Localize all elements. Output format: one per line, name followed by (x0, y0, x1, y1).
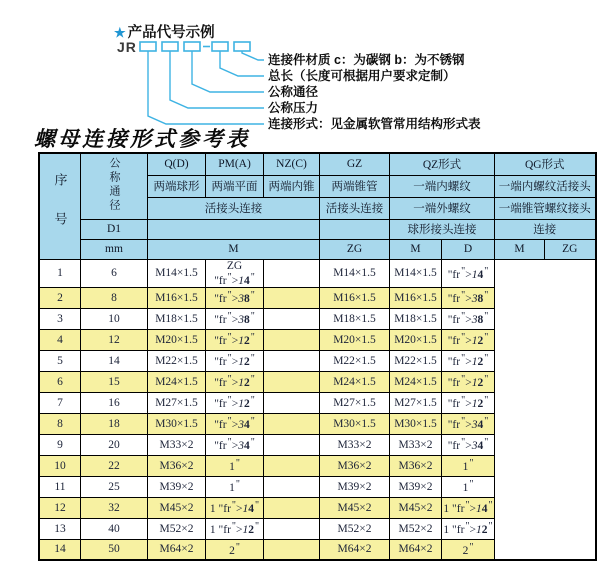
cell-qz-d: M33×2 (320, 434, 390, 455)
cell-zg: "fr">38" (206, 287, 264, 308)
cell-qz-d: M14×1.5 (320, 259, 390, 287)
cell-zg: 1" (206, 455, 264, 476)
page-title: 螺母连接形式参考表 (34, 127, 250, 151)
cell-zg: "fr">38" (206, 308, 264, 329)
cell-qz-d: M22×1.5 (320, 350, 390, 371)
cell-qz-m (264, 287, 320, 308)
header-qg: QG形式 (495, 153, 596, 175)
cell-qz-d: M45×2 (320, 497, 390, 518)
cell-no: 11 (39, 476, 81, 497)
table-row (39, 392, 596, 413)
table-row (39, 329, 596, 350)
cell-m: M16×1.5 (148, 287, 206, 308)
leader-line (242, 51, 264, 60)
cell-qz-m (264, 392, 320, 413)
cell-qz-m (264, 497, 320, 518)
header-qg-desc1: 一端内螺纹活接头 (495, 175, 596, 197)
code-label-nominal-diameter: 公称通径 (268, 85, 319, 99)
cell-qg-zg: 2" (442, 539, 495, 560)
header-blank (148, 219, 320, 239)
leader-line (148, 51, 264, 124)
cell-dn: 32 (81, 497, 148, 518)
cell-dn: 8 (81, 287, 148, 308)
header-gz-conn: 活接头连接 (320, 197, 390, 219)
cell-qg-zg: 1 "fr">14" (442, 497, 495, 518)
cell-dn: 50 (81, 539, 148, 560)
cell-qg-m: M30×1.5 (390, 413, 442, 434)
cell-qz-d: M52×2 (320, 518, 390, 539)
table-row (39, 497, 596, 518)
table-row (39, 476, 596, 497)
code-label-connection-type: 连接形式：见金属软管常用结构形式表 (268, 117, 481, 131)
header-d: D (442, 239, 495, 259)
cell-dn: 25 (81, 476, 148, 497)
table-row (39, 434, 596, 455)
cell-qg-zg: "fr">12" (442, 392, 495, 413)
cell-dn: 16 (81, 392, 148, 413)
header-pm-desc: 两端平面 (206, 175, 264, 197)
cell-no: 14 (39, 539, 81, 560)
header-zg1: ZG (320, 239, 390, 259)
diagram-heading-text: 产品代号示例 (127, 25, 215, 41)
header-qz: QZ形式 (390, 153, 495, 175)
cell-qz-d: M20×1.5 (320, 329, 390, 350)
cell-m: M24×1.5 (148, 371, 206, 392)
cell-qg-m: M16×1.5 (390, 287, 442, 308)
header-m3: M (495, 239, 545, 259)
code-box (140, 42, 156, 51)
cell-dn: 20 (81, 434, 148, 455)
header-m1: M (148, 239, 320, 259)
header-zg2: ZG (545, 239, 596, 259)
header-m2: M (390, 239, 442, 259)
cell-qg-m: M20×1.5 (390, 329, 442, 350)
cell-no: 7 (39, 392, 81, 413)
cell-m: M45×2 (148, 497, 206, 518)
cell-qg-zg: "fr">38" (442, 308, 495, 329)
cell-qz-m (264, 259, 320, 287)
cell-no: 13 (39, 518, 81, 539)
cell-qz-d: M16×1.5 (320, 287, 390, 308)
cell-zg: 1 "fr">14" (206, 497, 264, 518)
header-q: Q(D) (148, 153, 206, 175)
table-body (39, 259, 596, 560)
cell-no: 6 (39, 371, 81, 392)
table-row (39, 518, 596, 539)
cell-qg-m: M14×1.5 (390, 259, 442, 287)
cell-zg: "fr">34" (206, 413, 264, 434)
cell-m: M33×2 (148, 434, 206, 455)
cell-m: M52×2 (148, 518, 206, 539)
cell-dn: 10 (81, 308, 148, 329)
header-qz-desc1: 一端内螺纹 (390, 175, 495, 197)
cell-qg-m: M22×1.5 (390, 350, 442, 371)
table-row (39, 259, 596, 287)
leader-line (220, 51, 264, 76)
cell-qz-d: M36×2 (320, 455, 390, 476)
header-qg-desc2: 一端锥管螺纹接头 (495, 197, 596, 219)
cell-qg-zg: "fr">38" (442, 287, 495, 308)
cell-qg-m: M45×2 (390, 497, 442, 518)
cell-qg-zg: "fr">34" (442, 413, 495, 434)
cell-m: M30×1.5 (148, 413, 206, 434)
cell-zg: 1" (206, 476, 264, 497)
header-dn: 公称通径 (81, 153, 148, 219)
cell-zg: ZG "fr">14" (206, 259, 264, 287)
cell-no: 5 (39, 350, 81, 371)
code-label-material: 连接件材质 c：为碳钢 b：为不锈钢 (268, 53, 465, 67)
cell-m: M27×1.5 (148, 392, 206, 413)
cell-zg: "fr">34" (206, 434, 264, 455)
code-box (234, 42, 250, 51)
header-union-conn: 活接头连接 (148, 197, 320, 219)
cell-qg-m: M64×2 (390, 539, 442, 560)
cell-qz-m (264, 308, 320, 329)
cell-zg: "fr">12" (206, 350, 264, 371)
cell-qz-d: M18×1.5 (320, 308, 390, 329)
cell-m: M18×1.5 (148, 308, 206, 329)
header-qz-conn: 球形接头连接 (390, 219, 495, 239)
cell-qz-m (264, 329, 320, 350)
table-row (39, 287, 596, 308)
header-nz: NZ(C) (264, 153, 320, 175)
header-mm: mm (81, 239, 148, 259)
cell-qg-zg: "fr">34" (442, 434, 495, 455)
code-box (184, 42, 200, 51)
cell-qz-d: M24×1.5 (320, 371, 390, 392)
cell-qz-d: M30×1.5 (320, 413, 390, 434)
cell-qz-m (264, 539, 320, 560)
cell-zg: "fr">12" (206, 392, 264, 413)
star-icon: ★ (114, 25, 126, 40)
table-row (39, 371, 596, 392)
cell-zg: "fr">12" (206, 371, 264, 392)
cell-qg-zg: "fr">12" (442, 329, 495, 350)
code-prefix: JR (117, 39, 137, 55)
table-row (39, 539, 596, 560)
cell-m: M22×1.5 (148, 350, 206, 371)
cell-qg-zg: 1 "fr">12" (442, 518, 495, 539)
cell-dn: 14 (81, 350, 148, 371)
cell-qg-zg: "fr">12" (442, 371, 495, 392)
code-box (162, 42, 178, 51)
header-qg-conn: 连接 (495, 219, 596, 239)
cell-qz-m (264, 413, 320, 434)
cell-qz-d: M64×2 (320, 539, 390, 560)
cell-qg-m: M39×2 (390, 476, 442, 497)
cell-qg-m: M33×2 (390, 434, 442, 455)
header-seq: 序号 (39, 153, 81, 259)
header-blank (320, 219, 390, 239)
cell-qz-m (264, 476, 320, 497)
cell-qg-m: M18×1.5 (390, 308, 442, 329)
cell-no: 4 (39, 329, 81, 350)
header-gz: GZ (320, 153, 390, 175)
cell-qz-d: M39×2 (320, 476, 390, 497)
code-label-nominal-pressure: 公称压力 (268, 101, 319, 115)
cell-dn: 12 (81, 329, 148, 350)
table-row (39, 455, 596, 476)
header-pm: PM(A) (206, 153, 264, 175)
cell-qg-m: M36×2 (390, 455, 442, 476)
header-gz-desc: 两端锥管 (320, 175, 390, 197)
cell-m: M64×2 (148, 539, 206, 560)
cell-dn: 40 (81, 518, 148, 539)
cell-qg-m: M27×1.5 (390, 392, 442, 413)
cell-dn: 15 (81, 371, 148, 392)
cell-m: M14×1.5 (148, 259, 206, 287)
code-box (212, 42, 228, 51)
cell-zg: "fr">12" (206, 329, 264, 350)
header-q-desc: 两端球形 (148, 175, 206, 197)
cell-no: 12 (39, 497, 81, 518)
cell-qz-m (264, 518, 320, 539)
cell-qz-m (264, 434, 320, 455)
header-qz-desc2: 一端外螺纹 (390, 197, 495, 219)
cell-qz-d: M27×1.5 (320, 392, 390, 413)
leader-line (170, 51, 264, 108)
table-row (39, 308, 596, 329)
cell-no: 2 (39, 287, 81, 308)
header-d1: D1 (81, 219, 148, 239)
table-row (39, 413, 596, 434)
cell-qz-m (264, 455, 320, 476)
cell-qg-zg: 1" (442, 455, 495, 476)
cell-zg: 1 "fr">12" (206, 518, 264, 539)
cell-no: 3 (39, 308, 81, 329)
cell-qz-m (264, 350, 320, 371)
nut-connection-table (38, 152, 597, 561)
table-row (39, 350, 596, 371)
cell-no: 9 (39, 434, 81, 455)
cell-no: 10 (39, 455, 81, 476)
cell-no: 8 (39, 413, 81, 434)
cell-qg-m: M52×2 (390, 518, 442, 539)
cell-zg: 2" (206, 539, 264, 560)
cell-qg-zg: 1" (442, 476, 495, 497)
cell-qz-m (264, 371, 320, 392)
header-nz-desc: 两端内锥 (264, 175, 320, 197)
cell-no: 1 (39, 259, 81, 287)
cell-m: M20×1.5 (148, 329, 206, 350)
cell-qg-m: M24×1.5 (390, 371, 442, 392)
cell-qg-zg: "fr">14" (442, 259, 495, 287)
cell-dn: 22 (81, 455, 148, 476)
code-label-total-length: 总长（长度可根据用户要求定制） (268, 69, 456, 83)
cell-m: M36×2 (148, 455, 206, 476)
cell-dn: 6 (81, 259, 148, 287)
cell-dn: 18 (81, 413, 148, 434)
cell-m: M39×2 (148, 476, 206, 497)
cell-qg-zg: "fr">12" (442, 350, 495, 371)
